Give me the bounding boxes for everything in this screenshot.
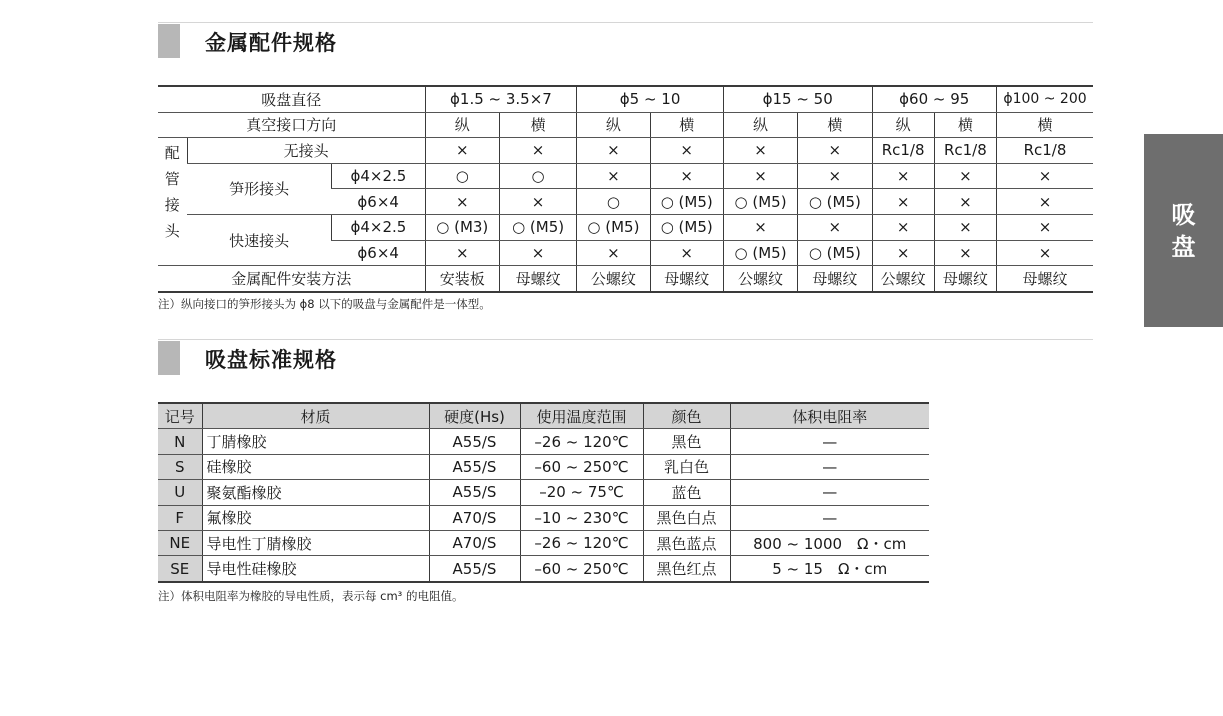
table-cell: × <box>997 214 1094 240</box>
table-cell: × <box>499 240 576 266</box>
material-cell: 硅橡胶 <box>202 454 429 479</box>
header-cell: 纵 <box>723 112 797 138</box>
table-cell: 黑色红点 <box>643 556 730 582</box>
chapter-tab-char: 盘 <box>1171 232 1196 261</box>
table-cell: 母螺纹 <box>650 266 723 292</box>
chapter-tab <box>1144 134 1223 327</box>
header-cell: 体积电阻率 <box>730 403 929 429</box>
table-cell: A55/S <box>429 556 520 582</box>
table-cell: 母螺纹 <box>798 266 872 292</box>
table-cell: × <box>650 163 723 189</box>
table-cell: 母螺纹 <box>499 266 576 292</box>
table-cell: × <box>997 240 1094 266</box>
resistivity-note: 注）体积电阻率为橡胶的导电性质，表示每 cm³ 的电阻值。 <box>158 589 464 603</box>
table-cell: A70/S <box>429 505 520 530</box>
standard-spec-table <box>158 402 929 583</box>
table-cell: × <box>577 138 650 164</box>
table-cell: × <box>425 189 499 215</box>
table-cell: –20 ~ 75℃ <box>520 480 643 505</box>
section-marker <box>158 341 180 375</box>
table-cell: ○ (M5) <box>798 240 872 266</box>
row-label: 快速接头 <box>187 214 332 265</box>
table-cell: × <box>997 189 1094 215</box>
table-cell: × <box>934 214 996 240</box>
code-cell: U <box>158 480 202 505</box>
table-cell: × <box>723 214 797 240</box>
table-cell: 800 ~ 1000 Ω・cm <box>730 530 929 555</box>
table-cell: –60 ~ 250℃ <box>520 556 643 582</box>
table-cell: — <box>730 505 929 530</box>
table-cell: × <box>723 163 797 189</box>
table-cell: ○ (M5) <box>798 189 872 215</box>
table-row <box>158 480 929 505</box>
table-cell: 公螺纹 <box>577 266 650 292</box>
table-cell: ○ <box>499 163 576 189</box>
table-cell: Rc1/8 <box>934 138 996 164</box>
code-cell: NE <box>158 530 202 555</box>
header-cell: 横 <box>798 112 872 138</box>
header-cell: 颜色 <box>643 403 730 429</box>
header-cell: 材质 <box>202 403 429 429</box>
table-cell: ○ <box>577 189 650 215</box>
row-label: 无接头 <box>187 138 425 164</box>
table-cell: 公螺纹 <box>872 266 934 292</box>
table-cell: ○ (M5) <box>577 214 650 240</box>
side-label-char: 头 <box>164 222 180 241</box>
header-cell: ϕ1.5 ~ 3.5×7 <box>425 86 577 112</box>
table-row <box>158 138 1093 164</box>
material-cell: 导电性丁腈橡胶 <box>202 530 429 555</box>
table-cell: × <box>723 138 797 164</box>
header-cell: 纵 <box>425 112 499 138</box>
table-cell: × <box>997 163 1094 189</box>
table-cell: ○ (M5) <box>499 214 576 240</box>
table-cell: × <box>872 240 934 266</box>
row-label: 金属配件安装方法 <box>158 266 425 292</box>
table-cell: 蓝色 <box>643 480 730 505</box>
table-row <box>158 556 929 582</box>
header-cell: ϕ15 ~ 50 <box>723 86 872 112</box>
header-cell: 吸盘直径 <box>158 86 425 112</box>
table-row <box>158 163 1093 189</box>
table-cell: × <box>425 138 499 164</box>
table-cell: × <box>499 189 576 215</box>
table-cell: –10 ~ 230℃ <box>520 505 643 530</box>
table-row <box>158 530 929 555</box>
chapter-tab-char: 吸 <box>1171 200 1196 229</box>
material-cell: 氟橡胶 <box>202 505 429 530</box>
table-cell: 黑色蓝点 <box>643 530 730 555</box>
table-cell: A55/S <box>429 429 520 454</box>
table-cell: ○ (M5) <box>723 189 797 215</box>
size-cell: ϕ4×2.5 <box>332 163 425 189</box>
header-cell: 横 <box>650 112 723 138</box>
table-cell: — <box>730 454 929 479</box>
material-cell: 丁腈橡胶 <box>202 429 429 454</box>
table-cell: × <box>872 163 934 189</box>
table-cell: 黑色 <box>643 429 730 454</box>
size-cell: ϕ6×4 <box>332 189 425 215</box>
header-cell: 真空接口方向 <box>158 112 425 138</box>
table-header-row <box>158 403 929 429</box>
table-cell: –26 ~ 120℃ <box>520 530 643 555</box>
table-cell: –26 ~ 120℃ <box>520 429 643 454</box>
table-cell: × <box>798 163 872 189</box>
table-cell: × <box>425 240 499 266</box>
table-cell: ○ <box>425 163 499 189</box>
header-cell: ϕ60 ~ 95 <box>872 86 997 112</box>
table-cell: 乳白色 <box>643 454 730 479</box>
header-cell: 横 <box>997 112 1094 138</box>
table-cell: 安装板 <box>425 266 499 292</box>
header-cell: ϕ5 ~ 10 <box>577 86 724 112</box>
size-cell: ϕ6×4 <box>332 240 425 266</box>
fittings-spec-table <box>158 85 1093 293</box>
section-title-fittings: 金属配件规格 <box>205 31 337 55</box>
side-label <box>158 138 187 266</box>
table-cell: Rc1/8 <box>997 138 1094 164</box>
table-cell: × <box>798 214 872 240</box>
table-cell: × <box>934 163 996 189</box>
material-cell: 导电性硅橡胶 <box>202 556 429 582</box>
header-cell: 纵 <box>577 112 650 138</box>
table-cell: 母螺纹 <box>934 266 996 292</box>
header-cell: 记号 <box>158 403 202 429</box>
section-marker <box>158 24 180 58</box>
table-cell: × <box>650 240 723 266</box>
table-row <box>158 505 929 530</box>
table-cell: 公螺纹 <box>723 266 797 292</box>
header-cell: 横 <box>499 112 576 138</box>
section-title-standard: 吸盘标准规格 <box>205 348 337 372</box>
code-cell: F <box>158 505 202 530</box>
table-cell: × <box>934 189 996 215</box>
divider-middle <box>158 339 1093 340</box>
material-cell: 聚氨酯橡胶 <box>202 480 429 505</box>
table-cell: — <box>730 480 929 505</box>
code-cell: S <box>158 454 202 479</box>
table-row <box>158 454 929 479</box>
header-cell: 纵 <box>872 112 934 138</box>
header-cell: ϕ100 ~ 200 <box>997 86 1094 112</box>
table-row <box>158 266 1093 292</box>
table-cell: × <box>934 240 996 266</box>
table-cell: A55/S <box>429 454 520 479</box>
table-cell: –60 ~ 250℃ <box>520 454 643 479</box>
table-cell: A55/S <box>429 480 520 505</box>
side-label-char: 接 <box>164 196 180 215</box>
table-row <box>158 214 1093 240</box>
table-cell: × <box>798 138 872 164</box>
table-cell: × <box>872 189 934 215</box>
table-cell: 5 ~ 15 Ω・cm <box>730 556 929 582</box>
table-cell: × <box>577 163 650 189</box>
code-cell: SE <box>158 556 202 582</box>
size-cell: ϕ4×2.5 <box>332 214 425 240</box>
table-cell: ○ (M5) <box>650 189 723 215</box>
table-row <box>158 86 1093 112</box>
table-row <box>158 112 1093 138</box>
table-cell: 母螺纹 <box>997 266 1094 292</box>
side-label-char: 管 <box>164 170 180 189</box>
table-cell: ○ (M5) <box>723 240 797 266</box>
table-cell: ○ (M3) <box>425 214 499 240</box>
row-label: 笋形接头 <box>187 163 332 214</box>
header-cell: 硬度(Hs) <box>429 403 520 429</box>
table-cell: × <box>577 240 650 266</box>
table-cell: × <box>499 138 576 164</box>
table-cell: × <box>650 138 723 164</box>
side-label-char: 配 <box>164 144 180 163</box>
table-row <box>158 429 929 454</box>
fittings-note: 注）纵向接口的笋形接头为 ϕ8 以下的吸盘与金属配件是一体型。 <box>158 297 491 311</box>
table-cell: A70/S <box>429 530 520 555</box>
table-cell: × <box>872 214 934 240</box>
header-cell: 横 <box>934 112 996 138</box>
header-cell: 使用温度范围 <box>520 403 643 429</box>
table-cell: — <box>730 429 929 454</box>
table-cell: Rc1/8 <box>872 138 934 164</box>
table-cell: 黑色白点 <box>643 505 730 530</box>
code-cell: N <box>158 429 202 454</box>
divider-top <box>158 22 1093 23</box>
table-cell: ○ (M5) <box>650 214 723 240</box>
